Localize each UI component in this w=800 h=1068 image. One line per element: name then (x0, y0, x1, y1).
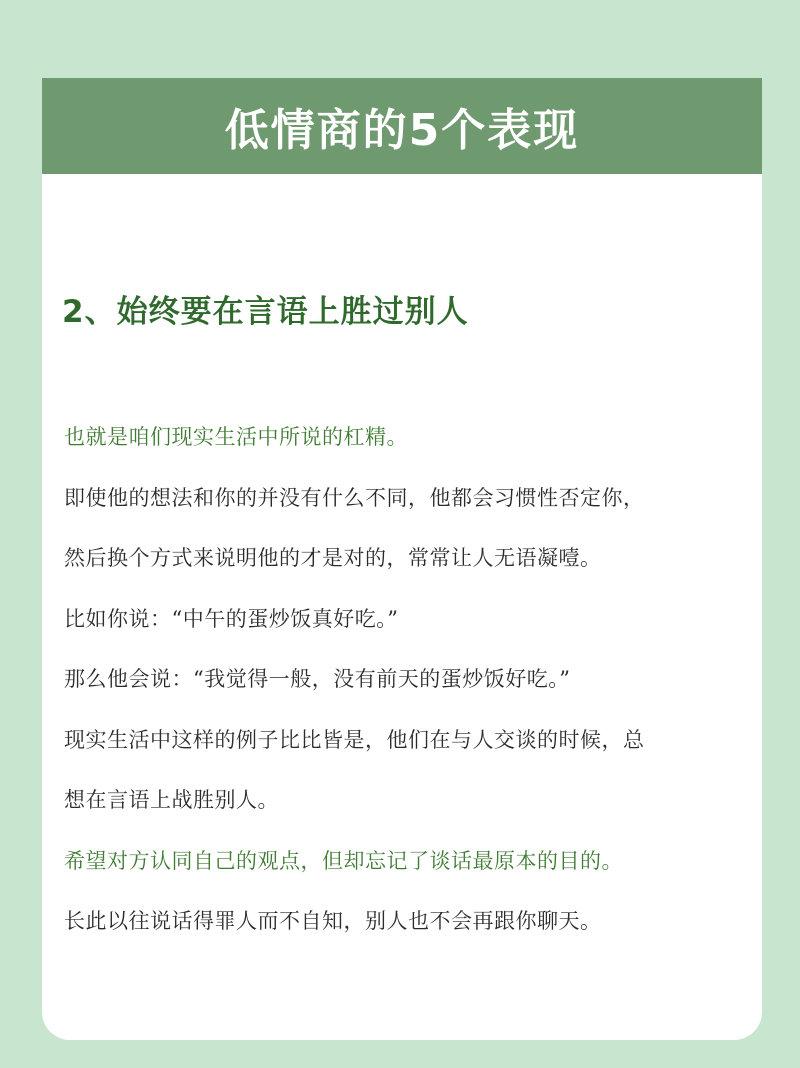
text-line-5: 那么他会说：“我觉得一般，没有前天的蛋炒饭好吃。” (64, 667, 571, 691)
body-text (64, 418, 744, 963)
content-card (42, 78, 762, 1040)
title-bar (42, 78, 762, 174)
section-heading: 2、始终要在言语上胜过别人 (62, 294, 469, 330)
text-line-9: 长此以往说话得罪人而不自知，别人也不会再跟你聊天。 (64, 909, 602, 933)
page-title: 低情商的5个表现 (224, 105, 580, 156)
text-line-8: 希望对方认同自己的观点，但却忘记了谈话最原本的目的。 (64, 848, 623, 873)
text-line-1: 也就是咱们现实生活中所说的杠精。 (64, 425, 408, 449)
text-line-3: 然后换个方式来说明他的才是对的，常常让人无语凝噎。 (64, 546, 602, 570)
text-line-4: 比如你说：“中午的蛋炒饭真好吃。” (64, 606, 399, 631)
text-line-6: 现实生活中这样的例子比比皆是，他们在与人交谈的时候，总 (64, 727, 645, 752)
text-line-7: 想在言语上战胜别人。 (64, 788, 279, 812)
text-line-2: 即使他的想法和你的并没有什么不同，他都会习惯性否定你， (64, 485, 645, 510)
